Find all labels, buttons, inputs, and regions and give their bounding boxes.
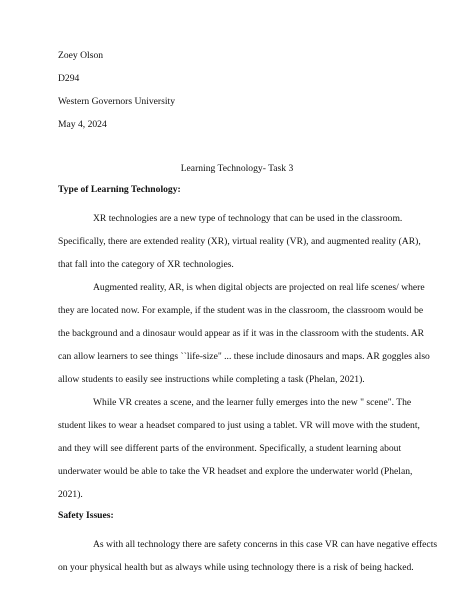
section-heading-safety: Safety Issues:: [58, 510, 114, 521]
paragraph-line: Specifically, there are extended reality (XR), virtual reality (VR), and augmented reality (AR),: [58, 236, 421, 247]
university-name: Western Governors University: [58, 96, 175, 107]
paragraph-line: on your physical health but as always while using technology there is a risk of being hacked.: [58, 562, 414, 573]
paragraph-vr: [58, 391, 428, 506]
document-title: Learning Technology- Task 3: [180, 163, 294, 174]
paragraph-line: XR technologies are a new type of technology that can be used in the classroom.: [93, 213, 403, 224]
paragraph-line: student likes to wear a headset compared to just using a tablet. VR will move with the student,: [58, 420, 420, 431]
document-date: May 4, 2024: [58, 119, 107, 130]
paragraph-line: While VR creates a scene, and the learner fully emerges into the new " scene". The: [93, 397, 412, 408]
section-heading-type: Type of Learning Technology:: [58, 184, 181, 195]
paragraph-line: 2021).: [58, 489, 83, 500]
paragraph-line: they are located now. For example, if the student was in the classroom, the classroom would be: [58, 305, 424, 316]
paragraph-line: underwater would be able to take the VR headset and explore the underwater world (Phelan,: [58, 466, 413, 477]
paragraph-line: Augmented reality, AR, is when digital objects are projected on real life scenes/ where: [93, 282, 425, 293]
paragraph-line: that fall into the category of XR technologies.: [58, 259, 234, 270]
document-body: [58, 184, 438, 579]
paragraph-line: the background and a dinosaur would appear as if it was in the classroom with the students. AR: [58, 328, 425, 339]
author-header: [58, 50, 438, 142]
paragraph-ar: [58, 276, 428, 391]
paragraph-line: can allow learners to see things ``life-size" ... these include dinosaurs and maps. AR goggles also: [58, 351, 430, 362]
paragraph-line: As with all technology there are safety concerns in this case VR can have negative effects: [93, 539, 438, 550]
author-name: Zoey Olson: [58, 50, 104, 61]
paragraph-line: allow students to easily see instructions while completing a task (Phelan, 2021).: [58, 374, 365, 385]
paragraph-xr-intro: [58, 207, 428, 276]
paragraph-safety: [58, 533, 438, 579]
paragraph-line: and they will see different parts of the environment. Specifically, a student learning about: [58, 443, 402, 454]
course-code: D294: [58, 73, 80, 84]
